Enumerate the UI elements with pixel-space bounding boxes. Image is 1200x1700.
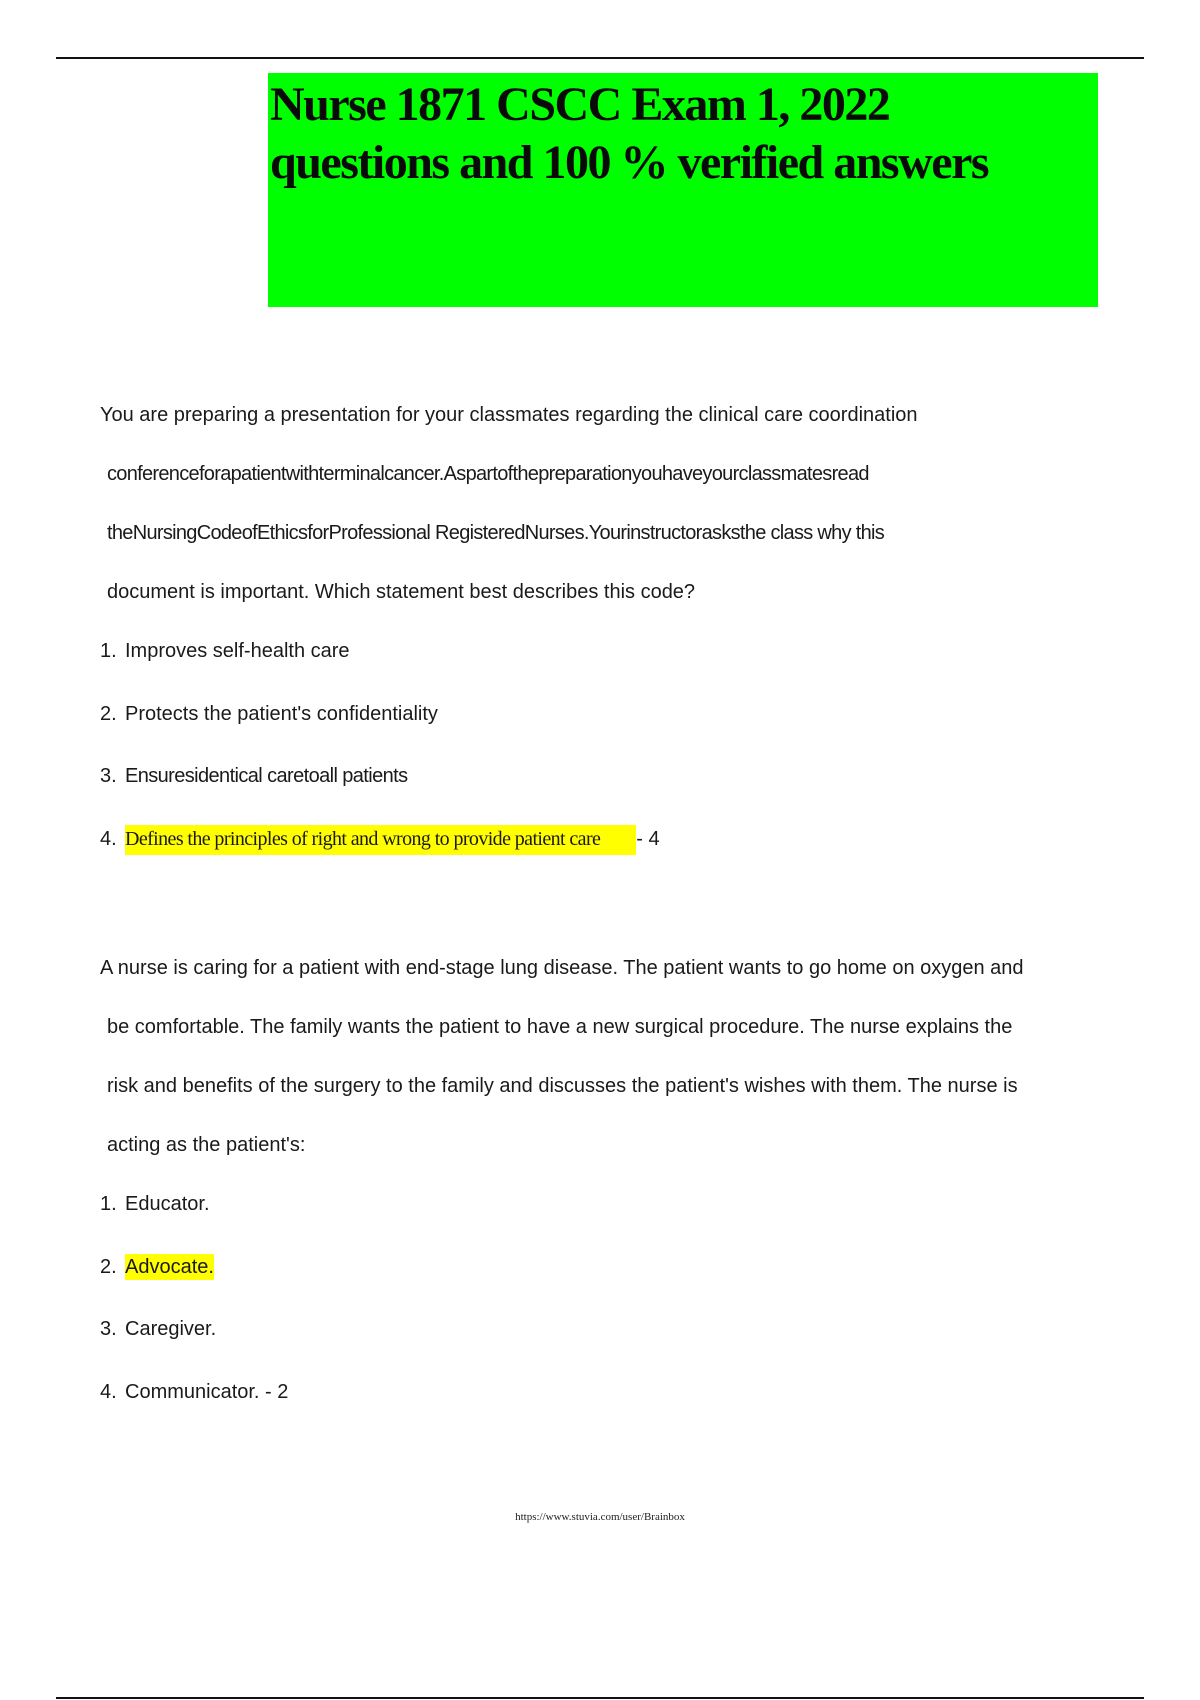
question-1 — [100, 405, 1110, 891]
question-1-option-1 — [100, 641, 1110, 704]
question-2 — [100, 958, 1110, 1444]
title-banner — [268, 73, 1098, 307]
highlighted-answer: Defines the principles of right and wrong to provide patient care — [125, 825, 636, 855]
question-1-option-2 — [100, 704, 1110, 767]
question-2-option-1 — [100, 1194, 1110, 1257]
option-number: 1. — [100, 1193, 117, 1215]
question-2-line-4: acting as the patient's: — [107, 1134, 306, 1156]
title-line-2: questions and 100 % verified answers — [270, 136, 989, 189]
option-number: 3. — [100, 765, 117, 787]
question-1-option-3 — [100, 766, 1110, 829]
option-text: Educator. — [125, 1193, 210, 1215]
option-number: 4. — [100, 1380, 117, 1403]
option-text: Improves self-health care — [125, 640, 350, 662]
option-text: Protects the patient's confidentiality — [125, 702, 438, 725]
answer-suffix: - 4 — [636, 827, 660, 850]
option-number: 1. — [100, 640, 117, 662]
footer-url: https://www.stuvia.com/user/Brainbox — [515, 1511, 685, 1523]
option-text: Caregiver. — [125, 1318, 217, 1340]
question-1-line-2: conferenceforapatientwithterminalcancer.Aspartofthepreparationyouhaveyourclassmatesread — [107, 463, 869, 485]
question-1-line-3: theNursingCodeofEthicsforProfessional RegisteredNurses.Yourinstructorasksthe class why this — [107, 522, 885, 544]
option-text: Ensuresidentical caretoall patients — [125, 765, 408, 787]
question-2-option-4 — [100, 1382, 1110, 1445]
question-2-line-3: risk and benefits of the surgery to the family and discusses the patient's wishes with them. The nurse is — [107, 1075, 1018, 1097]
top-rule — [56, 57, 1144, 59]
question-2-option-3 — [100, 1319, 1110, 1382]
question-2-line-1: A nurse is caring for a patient with end-stage lung disease. The patient wants to go home on oxygen and — [100, 957, 1024, 979]
question-1-option-4 — [100, 829, 1110, 892]
bottom-rule — [56, 1697, 1144, 1699]
title-line-1: Nurse 1871 CSCC Exam 1, 2022 — [270, 78, 890, 131]
question-1-line-1: You are preparing a presentation for your classmates regarding the clinical care coordination — [100, 404, 918, 426]
option-number: 2. — [100, 702, 117, 725]
option-number: 4. — [100, 827, 117, 850]
option-number: 2. — [100, 1255, 117, 1278]
option-text: Communicator. - 2 — [125, 1380, 289, 1403]
highlighted-answer: Advocate. — [125, 1255, 214, 1278]
question-2-option-2 — [100, 1257, 1110, 1320]
question-1-line-4: document is important. Which statement best describes this code? — [107, 581, 696, 603]
option-number: 3. — [100, 1318, 117, 1340]
question-2-line-2: be comfortable. The family wants the patient to have a new surgical procedure. The nurse explains the — [107, 1016, 1013, 1038]
